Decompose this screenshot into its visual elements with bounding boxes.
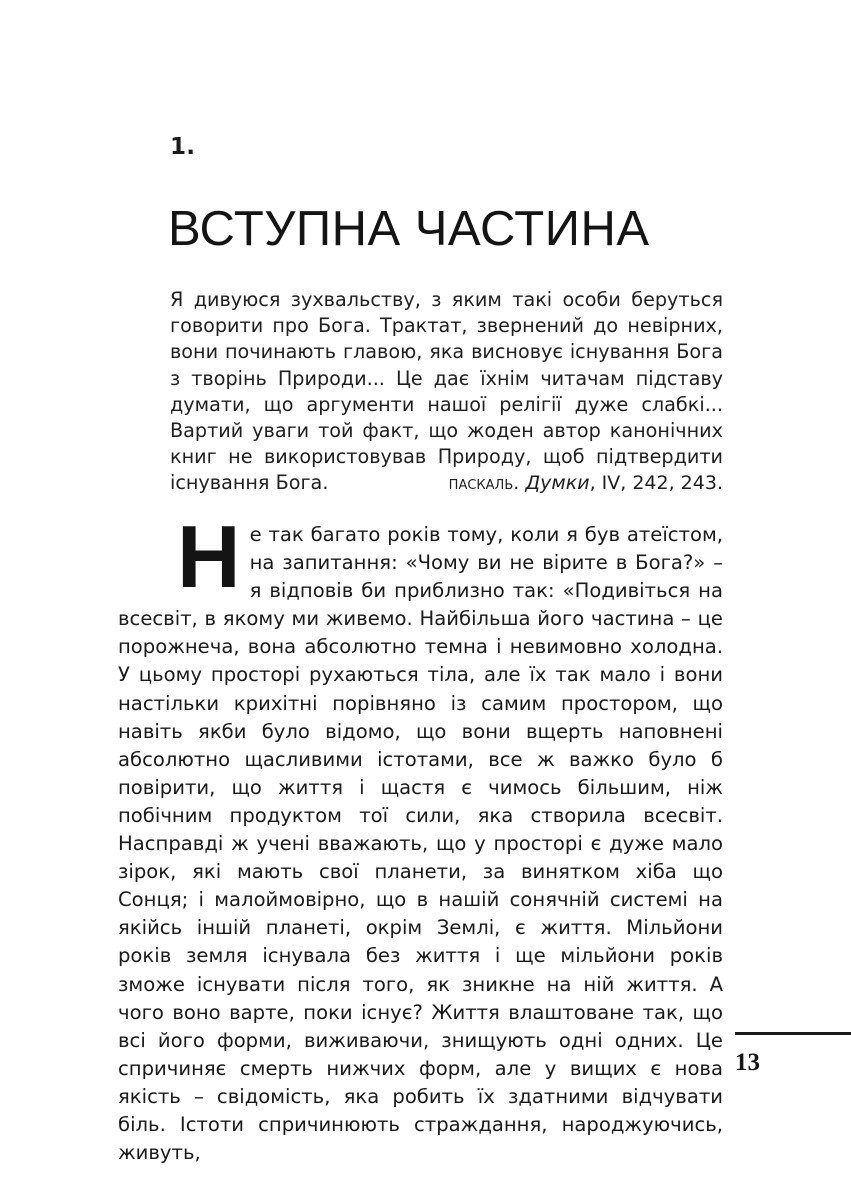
body-text-block <box>118 507 723 1167</box>
epigraph-block <box>170 287 723 497</box>
epigraph-work-title: Думки <box>525 472 590 494</box>
page-number: 13 <box>735 1049 760 1076</box>
body-paragraph <box>118 507 723 1167</box>
footer-divider <box>735 1032 851 1035</box>
body-paragraph-text: е так багато років тому, коли я був атеїстом, на запитання: «Чому ви не вірите в Бога?» – я відповів би приблизно так: «Подивіться на всесвіт, в якому ми живемо. Найбільша його частина – це порожнеча, вона абсолютно темна і невимовно холодна. У цьому просторі рухаються тіла, але їх так мало і вони настільки крихітні порівняно із самим простором, що навіть якби було відомо, що вони вщерть наповнені абсолютно щасливими істотами, все ж важко було б повірити, що життя і щастя є чимось більшим, ніж побічним продуктом тої сили, яка створила всесвіт. Насправді ж учені вважають, що у просторі є дуже мало зірок, які мають свої планети, за винятком хіба що Сонця; і малоймовірно, що в нашій сонячній системі на якійсь іншій планеті, окрім Землі, є життя. Мільйони років земля існувала без життя і ще мільйони років зможе існувати після того, як зникне на ній життя. А чого воно варте, поки існує? Життя влаштоване так, що всі його форми, виживаючи, знищують одні одних. Це спричиняє смерть нижчих форм, але у вищих є нова якість – свідомість, яка робить їх здатними відчувати біль. Істоти спричинюють страждання, народжуючись, живуть, <box>118 523 723 1165</box>
epigraph-reference: , IV, 242, 243. <box>589 472 723 494</box>
epigraph-attribution <box>170 470 723 496</box>
page-title: ВСТУПНА ЧАСТИНА <box>168 201 650 256</box>
chapter-number: 1. <box>170 134 196 160</box>
epigraph-author: паскаль. <box>448 472 520 494</box>
drop-cap: Н <box>177 507 241 606</box>
epigraph-text: Я дивуюся зухвальству, з яким такі особи беруться говорити про Бога. Трактат, звернений до невірних, вони починають главою, яка висновує існування Бога з творінь Природи... Це дає їхнім читачам підставу думати, що аргументи нашої релігії дуже слабкі... Вартий уваги той факт, що жоден автор канонічних книг не використовував Природу, щоб підтвердити існування Бога. <box>170 288 723 495</box>
